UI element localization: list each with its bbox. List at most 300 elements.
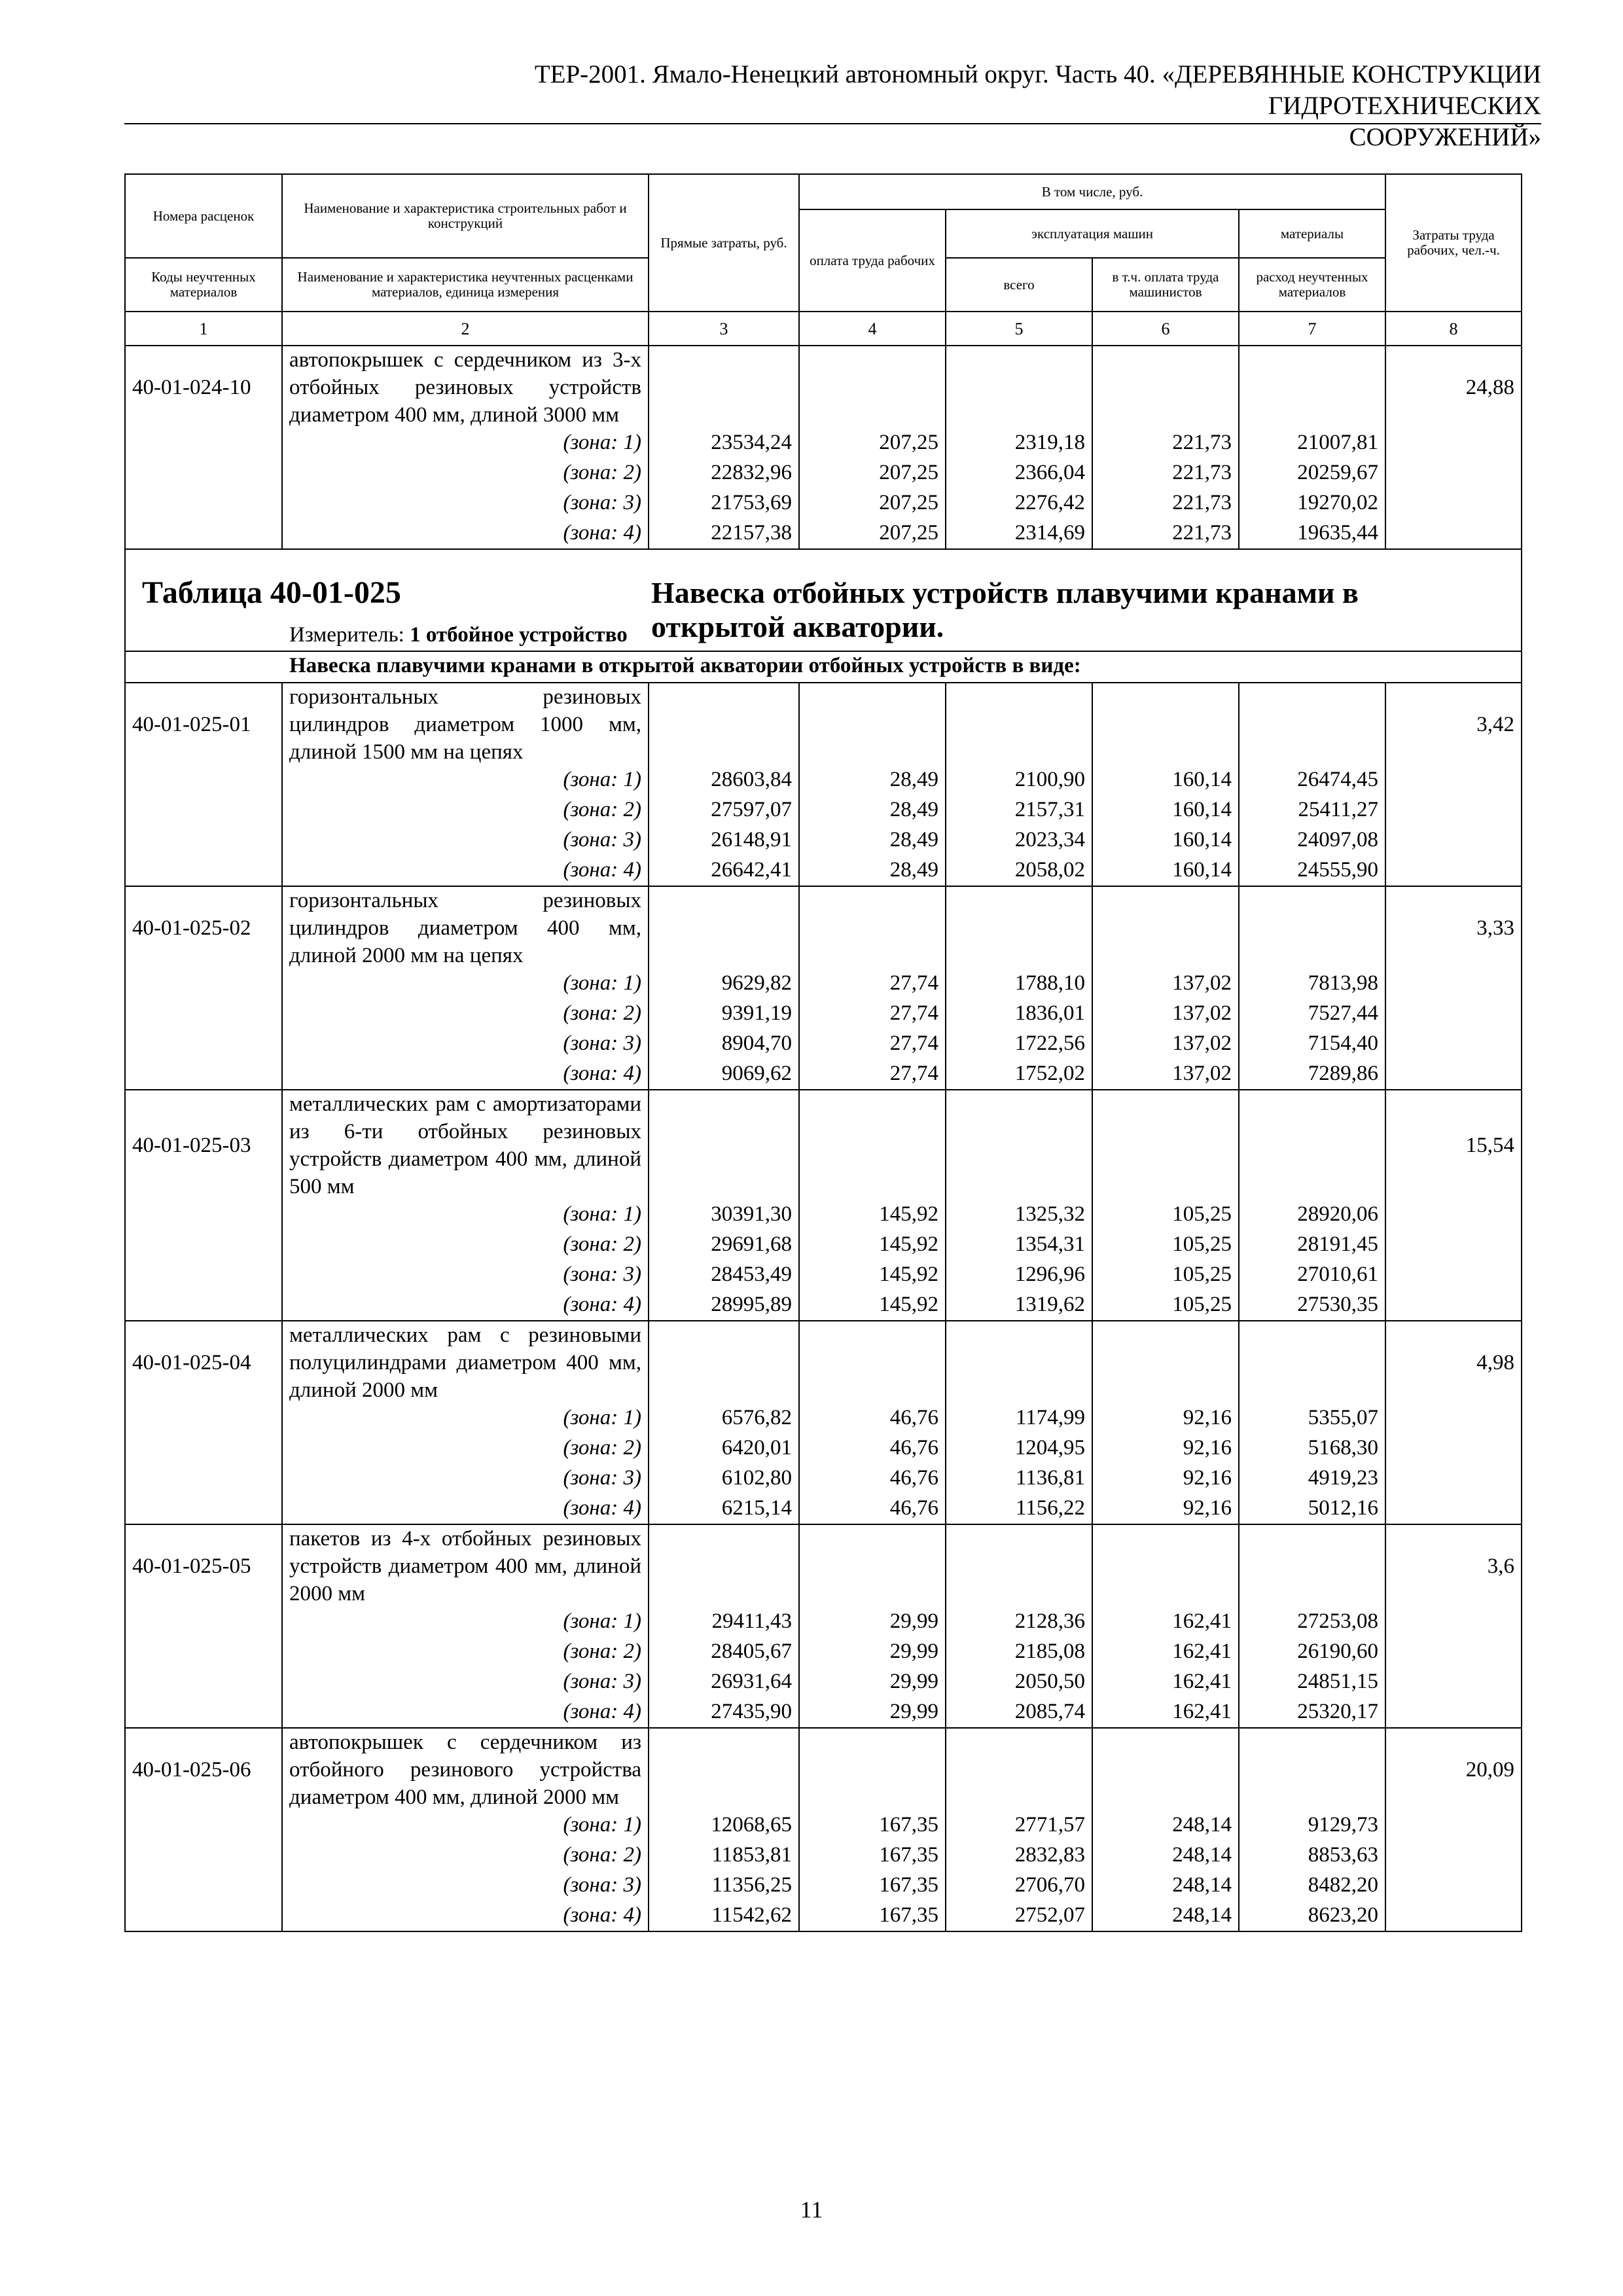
zone-row <box>125 1668 1522 1698</box>
workers-wages: 207,25 <box>799 429 946 459</box>
direct-cost: 23534,24 <box>649 429 799 459</box>
workers-wages: 28,49 <box>799 826 946 856</box>
code-blank <box>125 1291 282 1321</box>
empty-cell <box>799 1321 946 1404</box>
code-blank <box>125 1230 282 1261</box>
zone-row <box>125 489 1522 519</box>
labor-blank <box>1385 1698 1522 1728</box>
machinist-wages: 92,16 <box>1092 1464 1239 1494</box>
zone-row <box>125 1901 1522 1931</box>
rates-table <box>124 173 1522 1932</box>
direct-cost: 9629,82 <box>649 969 799 999</box>
col-num: 3 <box>649 312 799 346</box>
labor-value: 24,88 <box>1385 346 1522 429</box>
labor-blank <box>1385 766 1522 796</box>
col-num: 6 <box>1092 312 1239 346</box>
direct-cost: 6215,14 <box>649 1494 799 1524</box>
machines-total: 2319,18 <box>946 429 1092 459</box>
empty-cell <box>1092 1090 1239 1200</box>
code-blank <box>125 856 282 886</box>
empty-cell <box>1092 1524 1239 1607</box>
machinist-wages: 92,16 <box>1092 1434 1239 1464</box>
zone-row <box>125 1200 1522 1230</box>
zone-row <box>125 999 1522 1030</box>
workers-wages: 28,49 <box>799 766 946 796</box>
empty-cell <box>1239 1524 1385 1607</box>
direct-cost: 21753,69 <box>649 489 799 519</box>
column-number-row <box>125 312 1522 346</box>
code-blank <box>125 1030 282 1060</box>
machines-total: 2128,36 <box>946 1607 1092 1638</box>
rate-groups <box>125 683 1522 1931</box>
direct-cost: 27435,90 <box>649 1698 799 1728</box>
empty-cell <box>946 346 1092 429</box>
labor-value: 3,6 <box>1385 1524 1522 1607</box>
zone-label: (зона: 4) <box>282 1060 649 1090</box>
zone-row <box>125 1698 1522 1728</box>
labor-blank <box>1385 1668 1522 1698</box>
machines-total: 1204,95 <box>946 1434 1092 1464</box>
materials-cost: 5168,30 <box>1239 1434 1385 1464</box>
workers-wages: 46,76 <box>799 1464 946 1494</box>
labor-blank <box>1385 796 1522 826</box>
workers-wages: 167,35 <box>799 1901 946 1931</box>
materials-cost: 7154,40 <box>1239 1030 1385 1060</box>
machinist-wages: 221,73 <box>1092 519 1239 549</box>
direct-cost: 9069,62 <box>649 1060 799 1090</box>
head-material-names: Наименование и характеристика неучтенных расценками материалов, единица измерения <box>282 258 649 312</box>
zone-label: (зона: 1) <box>282 1404 649 1434</box>
zone-row <box>125 519 1522 549</box>
machines-total: 1296,96 <box>946 1261 1092 1291</box>
workers-wages: 46,76 <box>799 1434 946 1464</box>
zone-label: (зона: 4) <box>282 856 649 886</box>
materials-cost: 7813,98 <box>1239 969 1385 999</box>
rate-code: 40-01-025-02 <box>125 886 282 969</box>
labor-blank <box>1385 1434 1522 1464</box>
zone-label: (зона: 2) <box>282 999 649 1030</box>
head-materials: материалы <box>1239 209 1385 258</box>
section-subtitle: Навеска плавучими кранами в открытой акватории отбойных устройств в виде: <box>125 651 1522 683</box>
empty-cell <box>799 1090 946 1200</box>
rate-description: металлических рам с амортизаторами из 6-ти отбойных резиновых устройств диаметром 400 мм, длиной 500 мм <box>282 1090 649 1200</box>
code-blank <box>125 1464 282 1494</box>
code-blank <box>125 1638 282 1668</box>
direct-cost: 28603,84 <box>649 766 799 796</box>
machinist-wages: 160,14 <box>1092 796 1239 826</box>
direct-cost: 30391,30 <box>649 1200 799 1230</box>
labor-blank <box>1385 1060 1522 1090</box>
machinist-wages: 160,14 <box>1092 766 1239 796</box>
empty-cell <box>1239 886 1385 969</box>
materials-cost: 8853,63 <box>1239 1841 1385 1871</box>
running-header <box>288 59 1541 153</box>
empty-cell <box>946 683 1092 766</box>
empty-cell <box>1239 346 1385 429</box>
zone-label: (зона: 4) <box>282 1698 649 1728</box>
materials-cost: 20259,67 <box>1239 459 1385 489</box>
materials-cost: 26190,60 <box>1239 1638 1385 1668</box>
direct-cost: 29691,68 <box>649 1230 799 1261</box>
materials-cost: 24097,08 <box>1239 826 1385 856</box>
code-blank <box>125 1871 282 1901</box>
direct-cost: 22157,38 <box>649 519 799 549</box>
materials-cost: 24851,15 <box>1239 1668 1385 1698</box>
machines-total: 2832,83 <box>946 1841 1092 1871</box>
machinist-wages: 105,25 <box>1092 1230 1239 1261</box>
labor-blank <box>1385 1494 1522 1524</box>
materials-cost: 19635,44 <box>1239 519 1385 549</box>
machines-total: 2085,74 <box>946 1698 1092 1728</box>
workers-wages: 28,49 <box>799 856 946 886</box>
empty-cell <box>1092 886 1239 969</box>
machinist-wages: 137,02 <box>1092 1060 1239 1090</box>
machines-total: 1156,22 <box>946 1494 1092 1524</box>
section-subtitle-row <box>125 651 1522 683</box>
empty-cell <box>649 1321 799 1404</box>
machines-total: 2771,57 <box>946 1811 1092 1841</box>
labor-blank <box>1385 856 1522 886</box>
workers-wages: 29,99 <box>799 1638 946 1668</box>
empty-cell <box>1239 1321 1385 1404</box>
labor-blank <box>1385 1230 1522 1261</box>
head-material-codes: Коды неучтенных материалов <box>125 258 282 312</box>
code-blank <box>125 766 282 796</box>
empty-cell <box>1092 1321 1239 1404</box>
materials-cost: 28191,45 <box>1239 1230 1385 1261</box>
machines-total: 1174,99 <box>946 1404 1092 1434</box>
zone-row <box>125 459 1522 489</box>
direct-cost: 28405,67 <box>649 1638 799 1668</box>
rate-code: 40-01-025-05 <box>125 1524 282 1607</box>
machines-total: 2100,90 <box>946 766 1092 796</box>
zone-label: (зона: 1) <box>282 969 649 999</box>
code-blank <box>125 999 282 1030</box>
zone-row <box>125 1464 1522 1494</box>
labor-blank <box>1385 1811 1522 1841</box>
rate-description: пакетов из 4-х отбойных резиновых устройств диаметром 400 мм, длиной 2000 мм <box>282 1524 649 1607</box>
col-num: 8 <box>1385 312 1522 346</box>
materials-cost: 25320,17 <box>1239 1698 1385 1728</box>
empty-cell <box>1239 1728 1385 1811</box>
workers-wages: 145,92 <box>799 1200 946 1230</box>
rate-description: автопокрышек с сердечником из 3-х отбойных резиновых устройств диаметром 400 мм, длиной 3000 мм <box>282 346 649 429</box>
direct-cost: 11356,25 <box>649 1871 799 1901</box>
machinist-wages: 221,73 <box>1092 459 1239 489</box>
head-wages: оплата труда рабочих <box>799 209 946 312</box>
table-head <box>125 174 1522 346</box>
empty-cell <box>946 1321 1092 1404</box>
rate-code: 40-01-025-06 <box>125 1728 282 1811</box>
code-blank <box>125 1811 282 1841</box>
direct-cost: 26642,41 <box>649 856 799 886</box>
workers-wages: 27,74 <box>799 999 946 1030</box>
labor-blank <box>1385 1871 1522 1901</box>
machines-total: 1788,10 <box>946 969 1092 999</box>
machinist-wages: 160,14 <box>1092 826 1239 856</box>
labor-blank <box>1385 826 1522 856</box>
col-num: 7 <box>1239 312 1385 346</box>
rate-row <box>125 1090 1522 1200</box>
code-blank <box>125 1434 282 1464</box>
labor-blank <box>1385 1261 1522 1291</box>
workers-wages: 167,35 <box>799 1811 946 1841</box>
materials-cost: 7527,44 <box>1239 999 1385 1030</box>
labor-value: 3,42 <box>1385 683 1522 766</box>
head-machines-total: всего <box>946 258 1092 312</box>
materials-cost: 24555,90 <box>1239 856 1385 886</box>
col-num: 2 <box>282 312 649 346</box>
col-num: 4 <box>799 312 946 346</box>
empty-cell <box>649 1090 799 1200</box>
labor-blank <box>1385 1200 1522 1230</box>
labor-blank <box>1385 1607 1522 1638</box>
code-blank <box>125 1901 282 1931</box>
zone-row <box>125 1291 1522 1321</box>
zone-row <box>125 1871 1522 1901</box>
zone-row <box>125 1230 1522 1261</box>
materials-cost: 28920,06 <box>1239 1200 1385 1230</box>
zone-label: (зона: 4) <box>282 1494 649 1524</box>
rate-description: горизонтальных резиновых цилиндров диаметром 1000 мм, длиной 1500 мм на цепях <box>282 683 649 766</box>
labor-blank <box>1385 489 1522 519</box>
machinist-wages: 162,41 <box>1092 1668 1239 1698</box>
direct-cost: 11853,81 <box>649 1841 799 1871</box>
direct-cost: 12068,65 <box>649 1811 799 1841</box>
header-rule <box>124 123 1541 124</box>
rate-row <box>125 886 1522 969</box>
direct-cost: 27597,07 <box>649 796 799 826</box>
machinist-wages: 248,14 <box>1092 1811 1239 1841</box>
empty-cell <box>649 683 799 766</box>
rate-row <box>125 1728 1522 1811</box>
empty-cell <box>1092 1728 1239 1811</box>
empty-cell <box>649 1524 799 1607</box>
zone-row <box>125 796 1522 826</box>
measure-value: 1 отбойное устройство <box>410 623 628 647</box>
workers-wages: 28,49 <box>799 796 946 826</box>
head-labor: Затраты труда рабочих, чел.-ч. <box>1385 174 1522 312</box>
empty-cell <box>799 346 946 429</box>
col-num: 1 <box>125 312 282 346</box>
labor-value: 4,98 <box>1385 1321 1522 1404</box>
zone-label: (зона: 3) <box>282 1464 649 1494</box>
head-materials-consumption: расход неучтенных материалов <box>1239 258 1385 312</box>
materials-cost: 9129,73 <box>1239 1811 1385 1841</box>
materials-cost: 4919,23 <box>1239 1464 1385 1494</box>
materials-cost: 8623,20 <box>1239 1901 1385 1931</box>
labor-blank <box>1385 1291 1522 1321</box>
labor-blank <box>1385 1901 1522 1931</box>
machines-total: 2023,34 <box>946 826 1092 856</box>
zone-label: (зона: 2) <box>282 459 649 489</box>
zone-label: (зона: 2) <box>282 796 649 826</box>
workers-wages: 27,74 <box>799 1060 946 1090</box>
machinist-wages: 92,16 <box>1092 1494 1239 1524</box>
machinist-wages: 105,25 <box>1092 1291 1239 1321</box>
table-title-row <box>125 549 1522 621</box>
machines-total: 2706,70 <box>946 1871 1092 1901</box>
machinist-wages: 105,25 <box>1092 1200 1239 1230</box>
rate-group-first <box>125 346 1522 549</box>
workers-wages: 145,92 <box>799 1261 946 1291</box>
code-blank <box>125 429 282 459</box>
labor-value: 3,33 <box>1385 886 1522 969</box>
direct-cost: 28995,89 <box>649 1291 799 1321</box>
labor-blank <box>1385 969 1522 999</box>
workers-wages: 145,92 <box>799 1291 946 1321</box>
materials-cost: 7289,86 <box>1239 1060 1385 1090</box>
zone-label: (зона: 4) <box>282 519 649 549</box>
machinist-wages: 160,14 <box>1092 856 1239 886</box>
labor-blank <box>1385 1030 1522 1060</box>
labor-blank <box>1385 459 1522 489</box>
zone-row <box>125 1030 1522 1060</box>
rate-code: 40-01-025-01 <box>125 683 282 766</box>
direct-cost: 29411,43 <box>649 1607 799 1638</box>
labor-blank <box>1385 1404 1522 1434</box>
machines-total: 1319,62 <box>946 1291 1092 1321</box>
workers-wages: 46,76 <box>799 1404 946 1434</box>
zone-label: (зона: 1) <box>282 1200 649 1230</box>
zone-label: (зона: 4) <box>282 1901 649 1931</box>
table-section <box>125 549 1522 683</box>
zone-label: (зона: 2) <box>282 1841 649 1871</box>
zone-label: (зона: 3) <box>282 1261 649 1291</box>
machines-total: 2752,07 <box>946 1901 1092 1931</box>
code-blank <box>125 489 282 519</box>
code-blank <box>125 1841 282 1871</box>
empty-cell <box>946 1728 1092 1811</box>
empty-cell <box>1092 683 1239 766</box>
col-num: 5 <box>946 312 1092 346</box>
machines-total: 1136,81 <box>946 1464 1092 1494</box>
labor-value: 15,54 <box>1385 1090 1522 1200</box>
workers-wages: 29,99 <box>799 1668 946 1698</box>
workers-wages: 27,74 <box>799 1030 946 1060</box>
zone-label: (зона: 1) <box>282 766 649 796</box>
direct-cost: 8904,70 <box>649 1030 799 1060</box>
zone-row <box>125 1060 1522 1090</box>
empty-cell <box>649 1728 799 1811</box>
table-number: Таблица 40-01-025 <box>142 575 401 610</box>
direct-cost: 6420,01 <box>649 1434 799 1464</box>
machines-total: 2185,08 <box>946 1638 1092 1668</box>
rate-code: 40-01-024-10 <box>125 346 282 429</box>
empty-cell <box>1092 346 1239 429</box>
zone-label: (зона: 1) <box>282 429 649 459</box>
code-blank <box>125 1200 282 1230</box>
code-blank <box>125 826 282 856</box>
code-blank <box>125 1607 282 1638</box>
head-including: В том числе, руб. <box>799 174 1385 209</box>
rate-description: горизонтальных резиновых цилиндров диаметром 400 мм, длиной 2000 мм на цепях <box>282 886 649 969</box>
direct-cost: 11542,62 <box>649 1901 799 1931</box>
zone-row <box>125 766 1522 796</box>
zone-row <box>125 969 1522 999</box>
direct-cost: 28453,49 <box>649 1261 799 1291</box>
direct-cost: 6576,82 <box>649 1404 799 1434</box>
empty-cell <box>946 1090 1092 1200</box>
machinist-wages: 221,73 <box>1092 489 1239 519</box>
workers-wages: 145,92 <box>799 1230 946 1261</box>
zone-row <box>125 1811 1522 1841</box>
zone-label: (зона: 3) <box>282 1030 649 1060</box>
labor-blank <box>1385 519 1522 549</box>
rate-code: 40-01-025-04 <box>125 1321 282 1404</box>
rate-code: 40-01-025-03 <box>125 1090 282 1200</box>
zone-row <box>125 1638 1522 1668</box>
materials-cost: 19270,02 <box>1239 489 1385 519</box>
zone-label: (зона: 2) <box>282 1230 649 1261</box>
machines-total: 2366,04 <box>946 459 1092 489</box>
rate-row <box>125 346 1522 429</box>
code-blank <box>125 459 282 489</box>
materials-cost: 21007,81 <box>1239 429 1385 459</box>
machines-total: 1722,56 <box>946 1030 1092 1060</box>
zone-row <box>125 429 1522 459</box>
zone-row <box>125 856 1522 886</box>
workers-wages: 29,99 <box>799 1698 946 1728</box>
materials-cost: 27010,61 <box>1239 1261 1385 1291</box>
zone-row <box>125 1261 1522 1291</box>
head-rate-numbers: Номера расценок <box>125 174 282 258</box>
zone-row <box>125 1607 1522 1638</box>
workers-wages: 207,25 <box>799 519 946 549</box>
machinist-wages: 92,16 <box>1092 1404 1239 1434</box>
machinist-wages: 221,73 <box>1092 429 1239 459</box>
materials-cost: 27530,35 <box>1239 1291 1385 1321</box>
zone-row <box>125 1404 1522 1434</box>
code-blank <box>125 796 282 826</box>
code-blank <box>125 969 282 999</box>
machines-total: 2050,50 <box>946 1668 1092 1698</box>
zone-row <box>125 1841 1522 1871</box>
head-machines: эксплуатация машин <box>946 209 1239 258</box>
materials-cost: 5355,07 <box>1239 1404 1385 1434</box>
labor-blank <box>1385 999 1522 1030</box>
code-blank <box>125 1060 282 1090</box>
machines-total: 1836,01 <box>946 999 1092 1030</box>
workers-wages: 207,25 <box>799 459 946 489</box>
machines-total: 2314,69 <box>946 519 1092 549</box>
zone-label: (зона: 4) <box>282 1291 649 1321</box>
empty-cell <box>1239 1090 1385 1200</box>
materials-cost: 5012,16 <box>1239 1494 1385 1524</box>
empty-cell <box>799 683 946 766</box>
zone-label: (зона: 1) <box>282 1607 649 1638</box>
code-blank <box>125 1404 282 1434</box>
zone-label: (зона: 2) <box>282 1434 649 1464</box>
direct-cost: 9391,19 <box>649 999 799 1030</box>
empty-cell <box>799 1728 946 1811</box>
zone-row <box>125 1494 1522 1524</box>
empty-cell <box>1239 683 1385 766</box>
machinist-wages: 137,02 <box>1092 999 1239 1030</box>
machinist-wages: 162,41 <box>1092 1698 1239 1728</box>
code-blank <box>125 1668 282 1698</box>
empty-cell <box>649 886 799 969</box>
machines-total: 2157,31 <box>946 796 1092 826</box>
head-work-name: Наименование и характеристика строительных работ и конструкций <box>282 174 649 258</box>
machines-total: 1752,02 <box>946 1060 1092 1090</box>
direct-cost: 26931,64 <box>649 1668 799 1698</box>
machinist-wages: 105,25 <box>1092 1261 1239 1291</box>
labor-blank <box>1385 1638 1522 1668</box>
machinist-wages: 137,02 <box>1092 969 1239 999</box>
machinist-wages: 248,14 <box>1092 1901 1239 1931</box>
rate-row <box>125 683 1522 766</box>
